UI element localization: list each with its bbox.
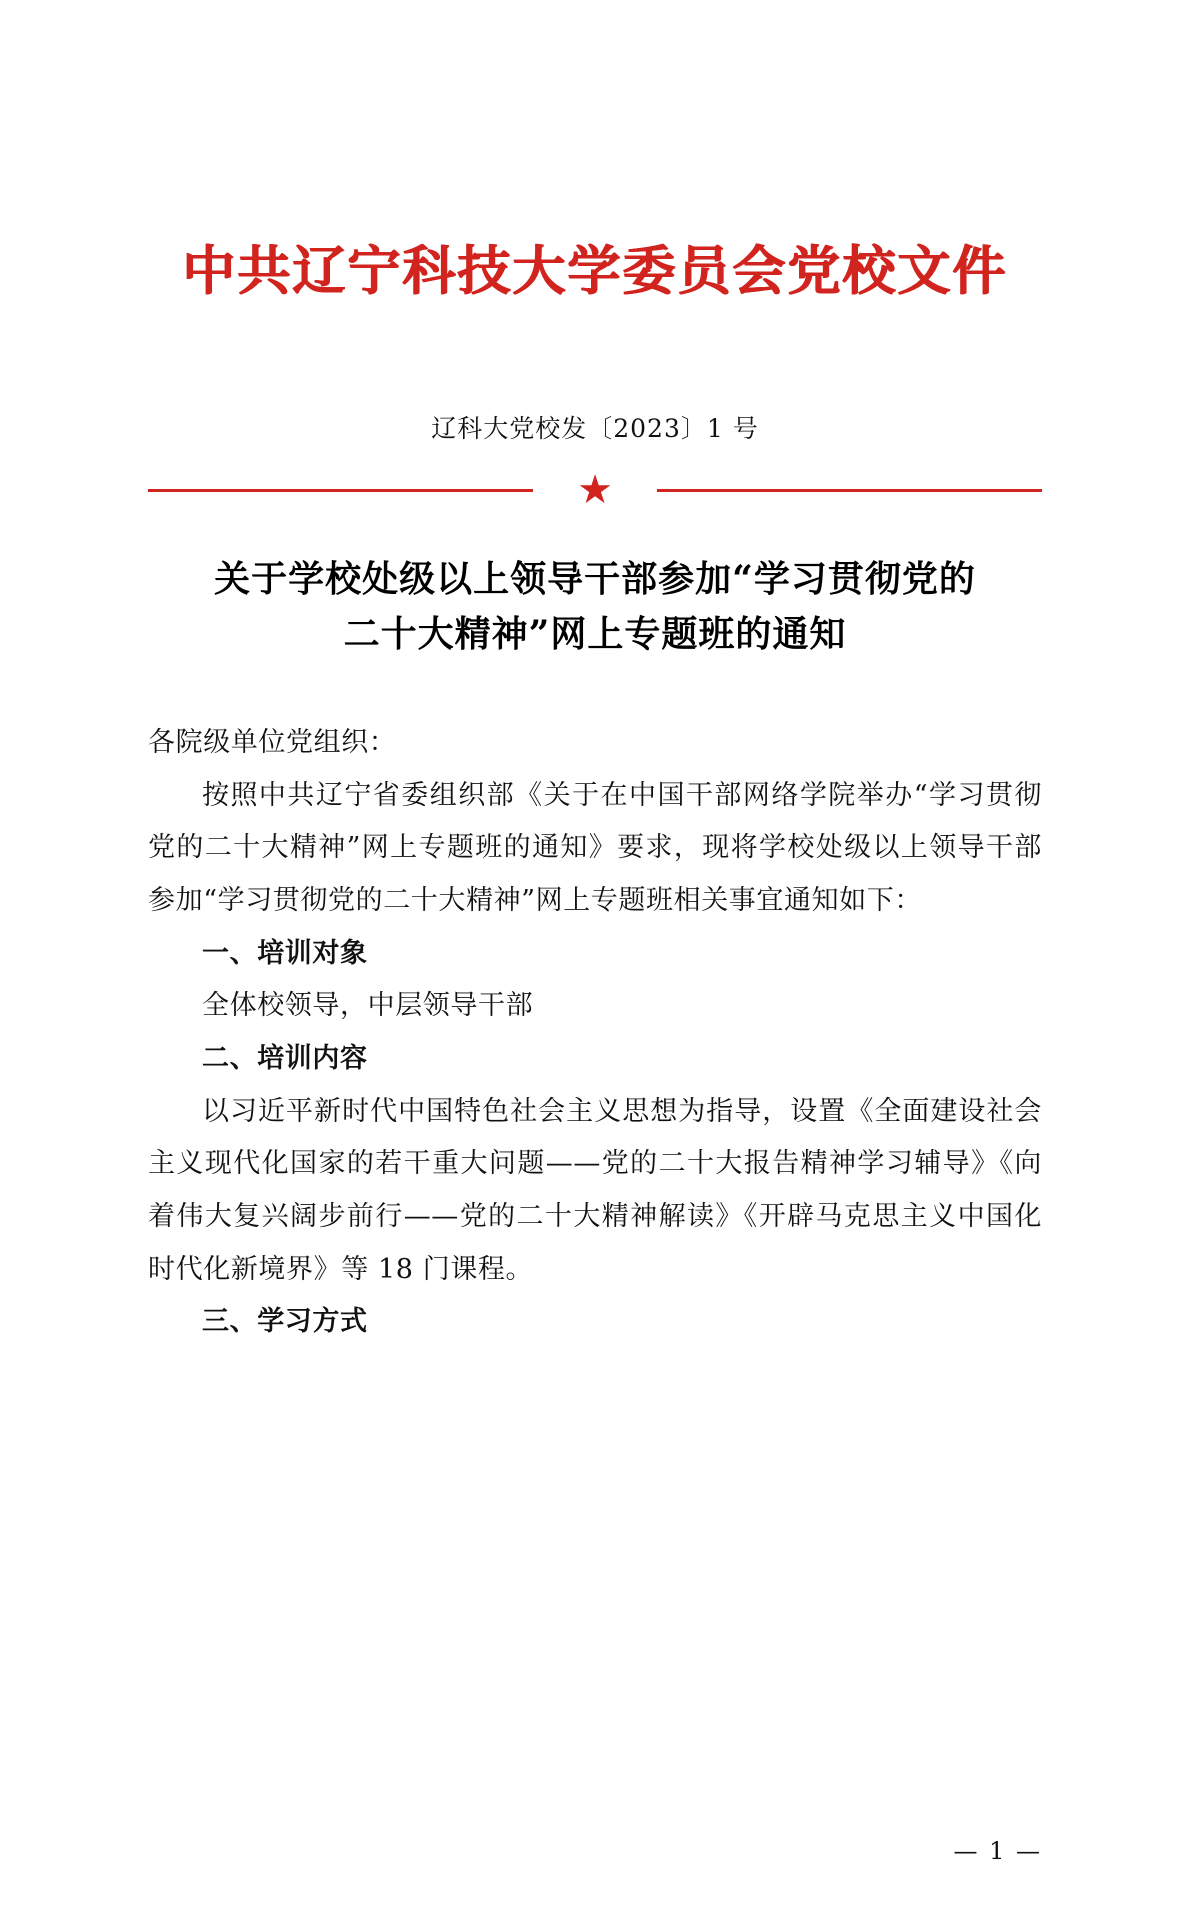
page-number: — 1 —: [953, 1837, 1042, 1865]
section-heading-three: 三、学习方式: [202, 1306, 368, 1338]
section-heading-two: 二、培训内容: [202, 1043, 368, 1075]
red-star-icon: ★: [577, 466, 613, 513]
paragraph-intro: 按照中共辽宁省委组织部《关于在中国干部网络学院举办“学习贯彻党的二十大精神”网上专题班的通知》要求，现将学校处级以上领导干部参加“学习贯彻党的二十大精神”网上专题班相关事宜通知如下：: [148, 779, 1042, 917]
subject-line-2: 二十大精神”网上专题班的通知: [343, 613, 847, 656]
divider-line-left: [148, 489, 533, 492]
paragraph-content: 以习近平新时代中国特色社会主义思想为指导，设置《全面建设社会主义现代化国家的若干重大问题——党的二十大报告精神学习辅导》《向着伟大复兴阔步前行——党的二十大精神解读》《开辟马克思主义中国化时代化新境界》等 18 门课程。: [148, 1095, 1042, 1285]
document-number: 辽科大党校发〔2023〕1 号: [431, 413, 759, 443]
red-divider: [148, 466, 1042, 513]
paragraph-trainees: 全体校领导，中层领导干部: [202, 990, 534, 1022]
page-title: 中共辽宁科技大学委员会党校文件: [182, 240, 1008, 302]
divider-line-right: [657, 489, 1042, 492]
subject-line-1: 关于学校处级以上领导干部参加“学习贯彻党的: [214, 557, 976, 600]
document-subject: [148, 552, 1042, 664]
addressee: 各院级单位党组织：: [148, 727, 397, 759]
section-heading-one: 一、培训对象: [202, 937, 368, 969]
document-body: [148, 717, 1042, 1349]
document-page: [0, 240, 1190, 1923]
